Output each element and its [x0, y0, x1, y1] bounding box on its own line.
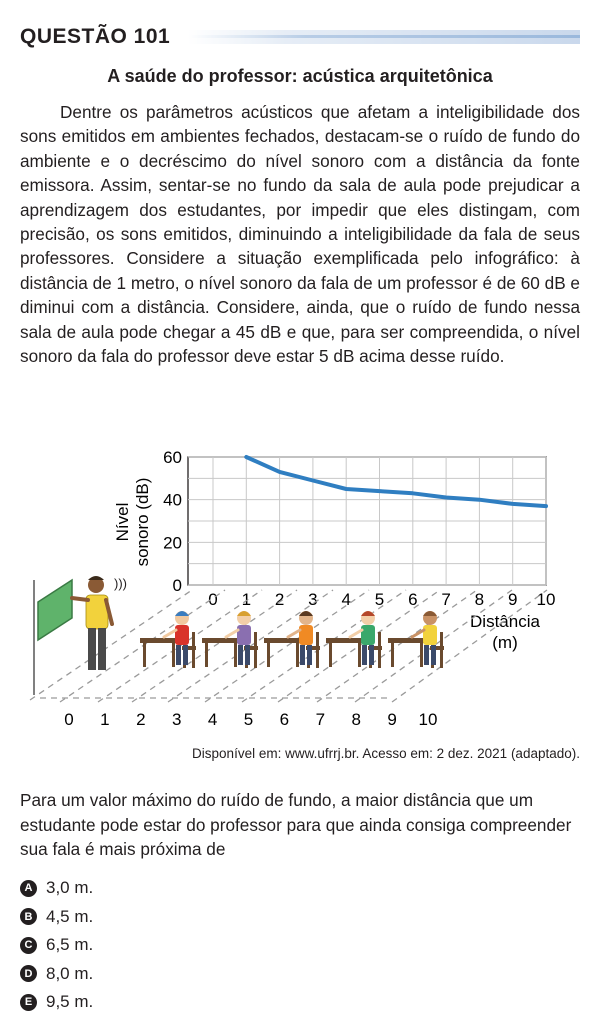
- x-tick-label: 2: [274, 590, 285, 609]
- y-tick-label: 20: [163, 533, 182, 553]
- option-c[interactable]: [20, 931, 93, 960]
- option-letter-badge: B: [20, 908, 37, 925]
- option-text: 9,5 m.: [46, 992, 94, 1012]
- floor-tick-label: 3: [171, 710, 182, 729]
- x-tick-label: 8: [474, 590, 485, 609]
- answer-options: [20, 874, 93, 1017]
- option-e[interactable]: [20, 988, 93, 1017]
- x-axis-label-line1: Distância: [470, 612, 540, 631]
- option-letter-badge: C: [20, 937, 37, 954]
- y-tick-label: 0: [172, 576, 182, 595]
- x-tick-label: 3: [308, 590, 318, 609]
- y-tick-label: 40: [163, 490, 182, 510]
- option-text: 3,0 m.: [46, 878, 94, 898]
- x-tick-label: 5: [374, 590, 385, 609]
- floor-tick-label: 9: [387, 710, 397, 729]
- floor-tick-label: 4: [207, 710, 218, 729]
- floor-tick-label: 6: [279, 710, 290, 729]
- option-letter-badge: E: [20, 994, 37, 1011]
- question-number: QUESTÃO 101: [20, 25, 171, 48]
- teacher-figure: [72, 576, 127, 670]
- floor-axis-ticks: [64, 710, 437, 729]
- question-title: A saúde do professor: acústica arquitetônica: [107, 66, 493, 86]
- student-desk: [202, 611, 258, 668]
- x-tick-label: 9: [507, 590, 518, 609]
- y-axis-label-line2: sonoro (dB): [133, 477, 152, 567]
- x-tick-label: 0: [208, 590, 218, 609]
- floor-tick-label: 0: [64, 710, 74, 729]
- question-prompt: Para um valor máximo do ruído de fundo, a maior distância que um estudante pode estar do professor para que ainda consiga compreender sua fala é mais próxima de: [20, 790, 572, 859]
- floor-tick-label: 10: [418, 710, 438, 729]
- option-text: 8,0 m.: [46, 963, 94, 983]
- question-header: [20, 22, 580, 52]
- option-b[interactable]: [20, 903, 93, 932]
- floor-tick-label: 1: [100, 710, 110, 729]
- source-citation: Disponível em: www.ufrrj.br. Acesso em: 2 dez. 2021 (adaptado).: [192, 746, 580, 761]
- x-axis-label-line2: (m): [492, 633, 518, 652]
- student-desk: [326, 611, 382, 668]
- option-a[interactable]: [20, 874, 93, 903]
- x-tick-label: 10: [536, 590, 556, 609]
- option-d[interactable]: [20, 960, 93, 989]
- svg-text:))): ))): [114, 576, 127, 591]
- header-decoration-bar: [188, 30, 580, 44]
- x-tick-label: 4: [341, 590, 351, 609]
- option-letter-badge: D: [20, 965, 37, 982]
- x-tick-label: 7: [441, 590, 451, 609]
- student-desk: [264, 611, 320, 668]
- option-text: 6,5 m.: [46, 935, 94, 955]
- y-tick-label: 60: [163, 450, 182, 467]
- x-tick-label: 1: [241, 590, 252, 609]
- infographic: [20, 450, 580, 740]
- option-letter-badge: A: [20, 880, 37, 897]
- y-axis-label-line1: Nível: [113, 502, 132, 542]
- intro-paragraph: Dentre os parâmetros acústicos que afetam a inteligibilidade dos sons emitidos em ambientes fechados, destacam-se o ruído de fundo do ambiente e o decréscimo do nível sonoro com a distância da fonte emissora. Assim, sentar-se no fundo da sala de aula pode prejudicar a aprendizagem dos estudantes, por impedir que eles distingam, com precisão, os sons emitidos, diminuindo a inteligibilidade da fala de seus professores. Considere a situação exemplificada pelo infográfico: à distância de 1 metro, o nível sonoro da fala de um professor é de 60 dB e diminui com a distância. Considere, ainda, que o ruído de fundo nessa sala de aula pode chegar a 45 dB e que, para ser compreendida, o nível sonoro da fala do professor deve estar 5 dB acima desse ruído.: [20, 102, 580, 367]
- floor-tick-label: 7: [315, 710, 326, 729]
- chart-y-ticks: [163, 450, 182, 595]
- floor-tick-label: 2: [136, 710, 146, 729]
- floor-tick-label: 8: [351, 710, 361, 729]
- option-text: 4,5 m.: [46, 906, 94, 926]
- x-tick-label: 6: [408, 590, 418, 609]
- floor-tick-label: 5: [243, 710, 254, 729]
- chalkboard: [34, 580, 72, 695]
